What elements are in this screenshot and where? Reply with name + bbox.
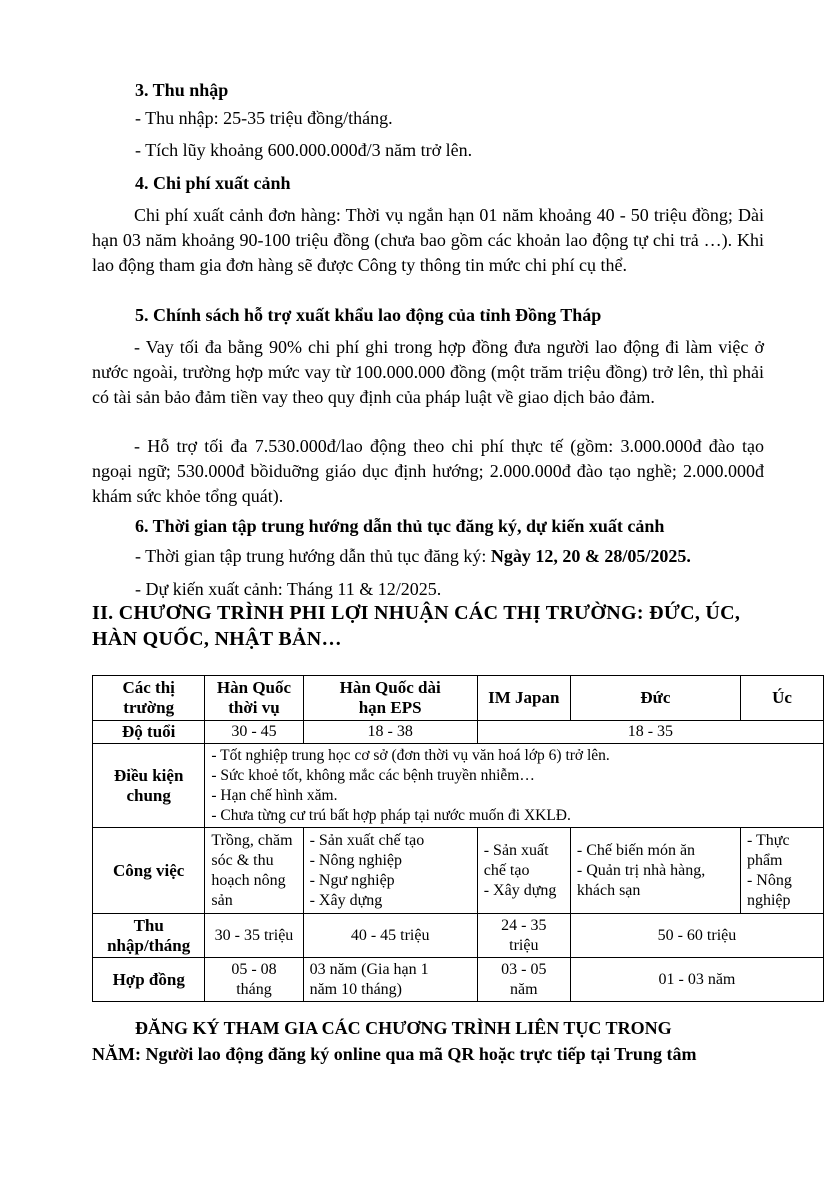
contract-korea-eps: 03 năm (Gia hạn 1 năm 10 tháng) <box>303 958 477 1002</box>
departure-cost-paragraph: Chi phí xuất cảnh đơn hàng: Thời vụ ngắn hạn 01 năm khoảng 40 - 50 triệu đồng; Dài hạn 03 năm khoảng 90-100 triệu đồng (chưa bao gồm các khoản lao động tự chi trả …). Khi lao động tham gia đơn hàng sẽ được Công ty thông tin mức chi phí cụ thể. <box>92 205 764 275</box>
income-germany-australia: 50 - 60 triệu <box>570 914 823 958</box>
contract-label: Hợp đồng <box>93 958 205 1002</box>
jobs-korea-seasonal: Trồng, chăm sóc & thu hoạch nông sản <box>205 828 303 914</box>
guidance-dates: Ngày 12, 20 & 28/05/2025. <box>490 546 691 566</box>
contract-germany-australia: 01 - 03 năm <box>570 958 823 1002</box>
section-ii-title-line1: II. CHƯƠNG TRÌNH PHI LỢI NHUẬN CÁC THỊ TRƯỜNG: ĐỨC, ÚC, <box>92 602 741 624</box>
income-korea-seasonal: 30 - 35 triệu <box>205 914 303 958</box>
programs-table <box>92 675 824 1002</box>
guidance-schedule-line <box>135 546 691 567</box>
header-markets: Các thị trường <box>93 676 205 721</box>
section-ii-title-line2: HÀN QUỐC, NHẬT BẢN… <box>92 628 342 650</box>
income-im-japan: 24 - 35 triệu <box>477 914 570 958</box>
section-4-title: 4. Chi phí xuất cảnh <box>135 173 291 193</box>
jobs-australia: - Thực phẩm - Nông nghiệp <box>740 828 823 914</box>
table-header-row <box>93 676 824 721</box>
table-row-income <box>93 914 824 958</box>
conditions-list <box>205 744 824 828</box>
jobs-im-japan: - Sản xuất chế tạo - Xây dựng <box>477 828 570 914</box>
age-korea-eps: 18 - 38 <box>303 721 477 744</box>
savings-line: - Tích lũy khoảng 600.000.000đ/3 năm trở lên. <box>135 140 473 160</box>
condition-item: - Hạn chế hình xăm. <box>211 786 338 804</box>
income-korea-eps: 40 - 45 triệu <box>303 914 477 958</box>
section-6-title: 6. Thời gian tập trung hướng dẫn thủ tục đăng ký, dự kiến xuất cảnh <box>135 516 665 536</box>
section-3-title: 3. Thu nhập <box>135 80 229 100</box>
age-others: 18 - 35 <box>477 721 823 744</box>
table-row-jobs <box>93 828 824 914</box>
table-row-conditions <box>93 744 824 828</box>
guidance-schedule-label: - Thời gian tập trung hướng dẫn thủ tục đăng ký: <box>135 546 491 566</box>
condition-item: - Tốt nghiệp trung học cơ sở (đơn thời vụ văn hoá lớp 6) trở lên. <box>211 746 610 764</box>
departure-schedule-line: - Dự kiến xuất cảnh: Tháng 11 & 12/2025. <box>135 579 442 599</box>
contract-im-japan: 03 - 05 năm <box>477 958 570 1002</box>
footer-line2: NĂM: Người lao động đăng ký online qua mã QR hoặc trực tiếp tại Trung tâm <box>92 1044 697 1064</box>
jobs-label: Công việc <box>93 828 205 914</box>
jobs-germany: - Chế biến món ăn - Quản trị nhà hàng, khách sạn <box>570 828 740 914</box>
support-policy-paragraph: - Hỗ trợ tối đa 7.530.000đ/lao động theo chi phí thực tế (gồm: 3.000.000đ đào tạo ngoại ngữ; 530.000đ bồiduỡng giáo dục định hướng; 2.000.000đ đào tạo nghề; 2.000.000đ khám sức khỏe tổng quát). <box>92 436 764 506</box>
jobs-korea-eps: - Sản xuất chế tạo - Nông nghiệp - Ngư nghiệp - Xây dựng <box>303 828 477 914</box>
footer-line1: ĐĂNG KÝ THAM GIA CÁC CHƯƠNG TRÌNH LIÊN TỤC TRONG <box>135 1018 672 1038</box>
income-line: - Thu nhập: 25-35 triệu đồng/tháng. <box>135 108 393 128</box>
header-australia: Úc <box>740 676 823 721</box>
header-korea-eps: Hàn Quốc dài hạn EPS <box>303 676 477 721</box>
age-label: Độ tuổi <box>93 721 205 744</box>
condition-item: - Sức khoẻ tốt, không mắc các bệnh truyền nhiễm… <box>211 766 535 784</box>
condition-item: - Chưa từng cư trú bất hợp pháp tại nước muốn đi XKLĐ. <box>211 806 571 824</box>
table-row-age <box>93 721 824 744</box>
loan-policy-paragraph: - Vay tối đa bằng 90% chi phí ghi trong hợp đồng đưa người lao động đi làm việc ở nước ngoài, trường hợp mức vay từ 100.000.000 đồng (một trăm triệu đồng) trở lên, thì phải có tài sản bảo đảm tiền vay theo quy định của pháp luật về giao dịch bảo đảm. <box>92 337 764 407</box>
header-im-japan: IM Japan <box>477 676 570 721</box>
header-germany: Đức <box>570 676 740 721</box>
age-korea-seasonal: 30 - 45 <box>205 721 303 744</box>
table-row-contract <box>93 958 824 1002</box>
income-label: Thu nhập/tháng <box>93 914 205 958</box>
header-korea-seasonal: Hàn Quốc thời vụ <box>205 676 303 721</box>
section-5-title: 5. Chính sách hỗ trợ xuất khẩu lao động của tỉnh Đồng Tháp <box>135 305 602 325</box>
contract-korea-seasonal: 05 - 08 tháng <box>205 958 303 1002</box>
conditions-label: Điều kiện chung <box>93 744 205 828</box>
